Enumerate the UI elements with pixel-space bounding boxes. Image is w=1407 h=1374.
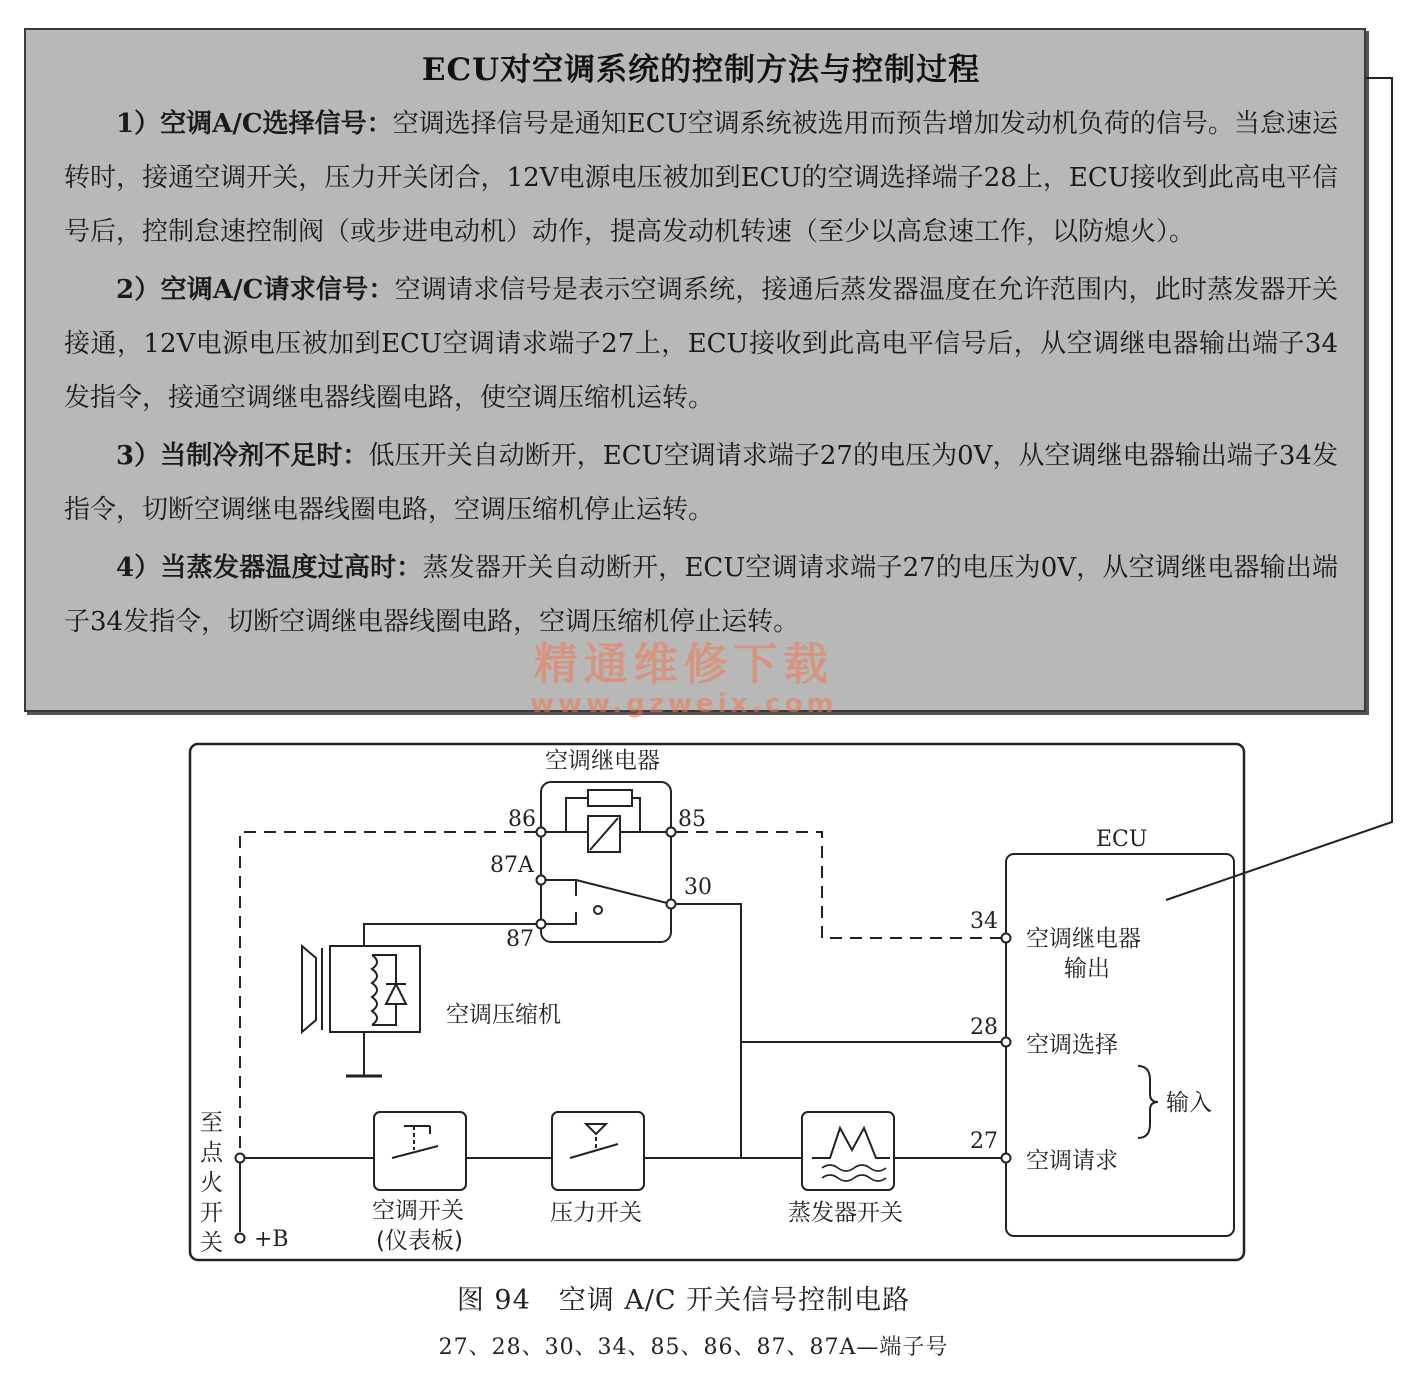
plus-b-label: +B xyxy=(254,1227,289,1252)
ac-switch-label-2: (仪表板) xyxy=(376,1228,463,1254)
diagram-frame xyxy=(190,744,1244,1260)
ecu-relay-output-label-1: 空调继电器 xyxy=(1026,926,1141,952)
pin87-label: 87 xyxy=(506,927,534,952)
ecu-input-label: 输入 xyxy=(1166,1090,1212,1116)
ecu-request-label: 空调请求 xyxy=(1026,1148,1118,1174)
relay-87-contact xyxy=(541,912,576,924)
paragraph-3-heading: 3）当制冷剂不足时： xyxy=(116,441,369,471)
compressor-label: 空调压缩机 xyxy=(446,1002,561,1028)
input-brace xyxy=(1138,1066,1158,1138)
figure-note: 27、28、30、34、85、86、87、87A—端子号 xyxy=(438,1335,949,1360)
ignition-char-4: 开 xyxy=(200,1200,223,1226)
pin86-terminal xyxy=(537,828,546,837)
ignition-node xyxy=(236,1154,245,1163)
plus-b-terminal xyxy=(236,1234,245,1243)
ignition-char-2: 点 xyxy=(200,1140,223,1166)
dashed-85-to-ecu34 xyxy=(676,832,1002,938)
watermark-line-2: www.gzweix.com xyxy=(530,689,838,719)
pin86-label: 86 xyxy=(508,807,536,832)
relay-contact-dot xyxy=(594,906,602,914)
figure-caption: 图 94 空调 A/C 开关信号控制电路 xyxy=(456,1285,911,1316)
pin28-label: 28 xyxy=(970,1015,998,1040)
ignition-char-3: 火 xyxy=(200,1170,223,1196)
pin27-terminal xyxy=(1002,1154,1011,1163)
panel-title: ECU对空调系统的控制方法与控制过程 xyxy=(421,52,981,88)
pin87-terminal xyxy=(537,920,546,929)
relay-87a-contact xyxy=(541,880,576,896)
pin28-terminal xyxy=(1002,1038,1011,1047)
compressor-diode xyxy=(386,984,406,1004)
pin87a-terminal xyxy=(537,876,546,885)
paragraph-2-body: 空调请求信号是表示空调系统，接通后蒸发器温度在允许范围内，此时蒸发器开关接通，12V电源电压被加到ECU空调请求端子27上，ECU接收到此高电平信号后，从空调继电器输出端子34发指令，接通空调继电器线圈电路，使空调压缩机运转。 xyxy=(64,275,1338,413)
pin27-label: 27 xyxy=(970,1129,998,1154)
paragraph-2-heading: 2）空调A/C请求信号： xyxy=(116,275,395,305)
pressure-switch-label: 压力开关 xyxy=(550,1200,642,1226)
leader-line xyxy=(1166,78,1392,900)
pin30-terminal xyxy=(667,900,676,909)
relay-label: 空调继电器 xyxy=(545,748,660,774)
ecu-label: ECU xyxy=(1096,827,1148,852)
pin85-terminal xyxy=(667,828,676,837)
ignition-char-5: 关 xyxy=(200,1230,223,1256)
watermark-line-1: 精通维修下载 xyxy=(533,639,834,690)
paragraph-4-heading: 4）当蒸发器温度过高时： xyxy=(116,553,423,583)
pin85-label: 85 xyxy=(678,807,706,832)
evaporator-switch-box xyxy=(802,1112,894,1190)
ac-switch-label-1: 空调开关 xyxy=(372,1198,464,1224)
pin30-label: 30 xyxy=(684,875,712,900)
evaporator-switch-label: 蒸发器开关 xyxy=(788,1200,903,1226)
compressor-pulley xyxy=(302,946,316,1032)
dashed-86-to-ignition xyxy=(240,832,536,1156)
ignition-char-1: 至 xyxy=(200,1110,223,1136)
pin34-terminal xyxy=(1002,934,1011,943)
paragraph-1-body: 空调选择信号是通知ECU空调系统被选用而预告增加发动机负荷的信号。当怠速运转时，接通空调开关，压力开关闭合，12V电源电压被加到ECU的空调选择端子28上，ECU接收到此高电平信号后，控制怠速控制阀（或步进电动机）动作，提高发动机转速（至少以高怠速工作，以防熄火）。 xyxy=(64,109,1338,247)
pin34-label: 34 xyxy=(970,909,998,934)
ecu-relay-output-label-2: 输出 xyxy=(1064,956,1110,982)
relay-resistor xyxy=(588,790,632,806)
wire-30-to-junction xyxy=(676,904,741,1158)
paragraph-3-body: 低压开关自动断开，ECU空调请求端子27的电压为0V，从空调继电器输出端子34发指令，切断空调继电器线圈电路，空调压缩机停止运转。 xyxy=(64,441,1338,525)
compressor-coil xyxy=(372,955,377,1025)
pin87a-label: 87A xyxy=(490,853,534,878)
paragraph-4-body: 蒸发器开关自动断开，ECU空调请求端子27的电压为0V，从空调继电器输出端子34发指令，切断空调继电器线圈电路，空调压缩机停止运转。 xyxy=(64,553,1338,637)
relay-switch-blade xyxy=(576,880,671,904)
paragraph-1-heading: 1）空调A/C选择信号： xyxy=(116,109,393,139)
ecu-select-label: 空调选择 xyxy=(1026,1032,1118,1058)
